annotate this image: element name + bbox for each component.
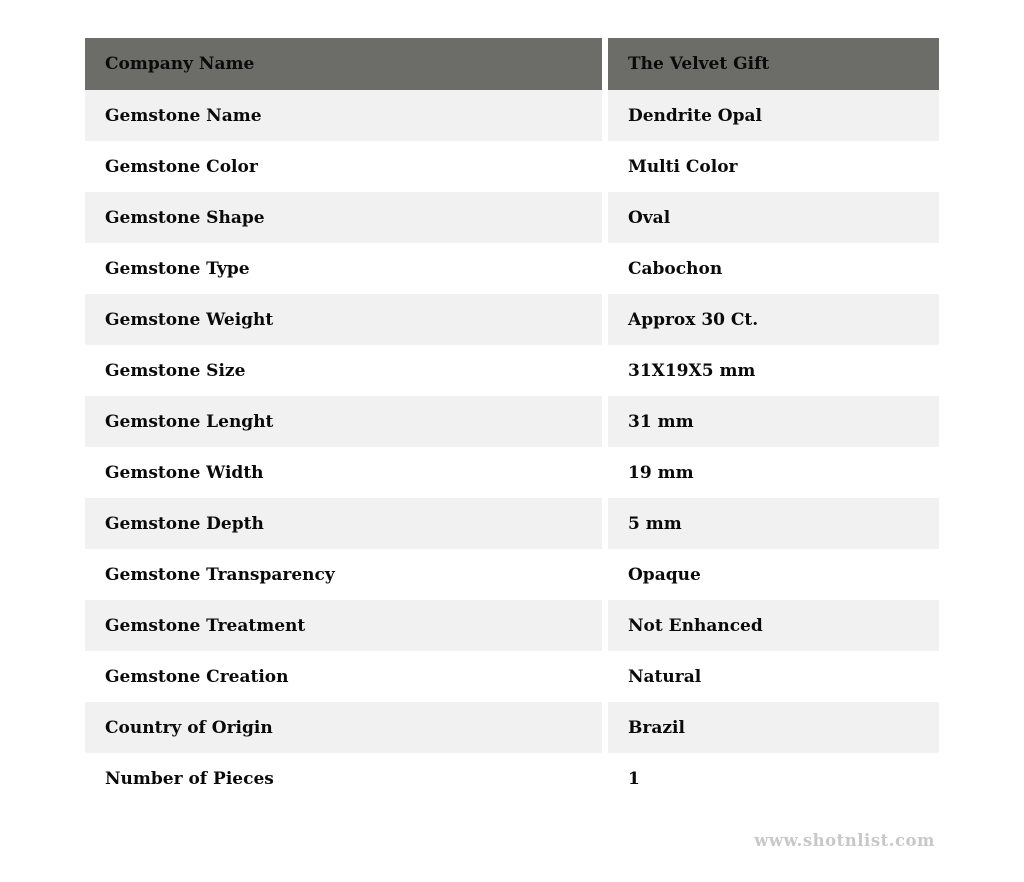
row-label-cell: Gemstone Color [105,156,258,177]
table-row [85,498,939,549]
row-label-cell: Gemstone Depth [85,498,602,549]
row-value-cell: 1 [628,768,640,789]
table-row [85,294,939,345]
table-row [85,141,939,192]
product-spec-table [85,38,939,804]
table-row [85,702,939,753]
table-row [85,396,939,447]
row-label-cell: Gemstone Type [105,258,250,279]
table-row [85,753,939,804]
table-row [85,90,939,141]
table-row [85,549,939,600]
row-label-cell: Country of Origin [85,702,602,753]
row-value-cell: Opaque [628,564,701,585]
table-row [85,651,939,702]
table-row [85,447,939,498]
row-value-cell: 5 mm [608,498,939,549]
header-value-cell: The Velvet Gift [608,38,939,90]
row-label-cell: Gemstone Width [105,462,264,483]
row-label-cell: Gemstone Name [85,90,602,141]
row-label-cell: Gemstone Transparency [105,564,335,585]
header-label-cell: Company Name [85,38,602,90]
row-value-cell: 19 mm [628,462,694,483]
row-label-cell: Gemstone Size [105,360,246,381]
row-value-cell: Not Enhanced [608,600,939,651]
row-value-cell: 31 mm [608,396,939,447]
row-label-cell: Gemstone Lenght [85,396,602,447]
row-label-cell: Gemstone Treatment [85,600,602,651]
table-body [85,90,939,804]
row-label-cell: Gemstone Creation [105,666,289,687]
row-value-cell: Cabochon [628,258,723,279]
watermark-url-text: www.shotnlist.com [754,831,935,850]
table-header-row [85,38,939,90]
row-value-cell: Dendrite Opal [608,90,939,141]
row-label-cell: Number of Pieces [105,768,274,789]
row-label-cell: Gemstone Weight [85,294,602,345]
row-value-cell: Oval [608,192,939,243]
table-row [85,243,939,294]
table-row [85,192,939,243]
row-value-cell: Brazil [608,702,939,753]
row-value-cell: Approx 30 Ct. [608,294,939,345]
table-row [85,600,939,651]
table-row [85,345,939,396]
row-value-cell: Natural [628,666,702,687]
row-value-cell: Multi Color [628,156,738,177]
row-label-cell: Gemstone Shape [85,192,602,243]
row-value-cell: 31X19X5 mm [628,360,756,381]
